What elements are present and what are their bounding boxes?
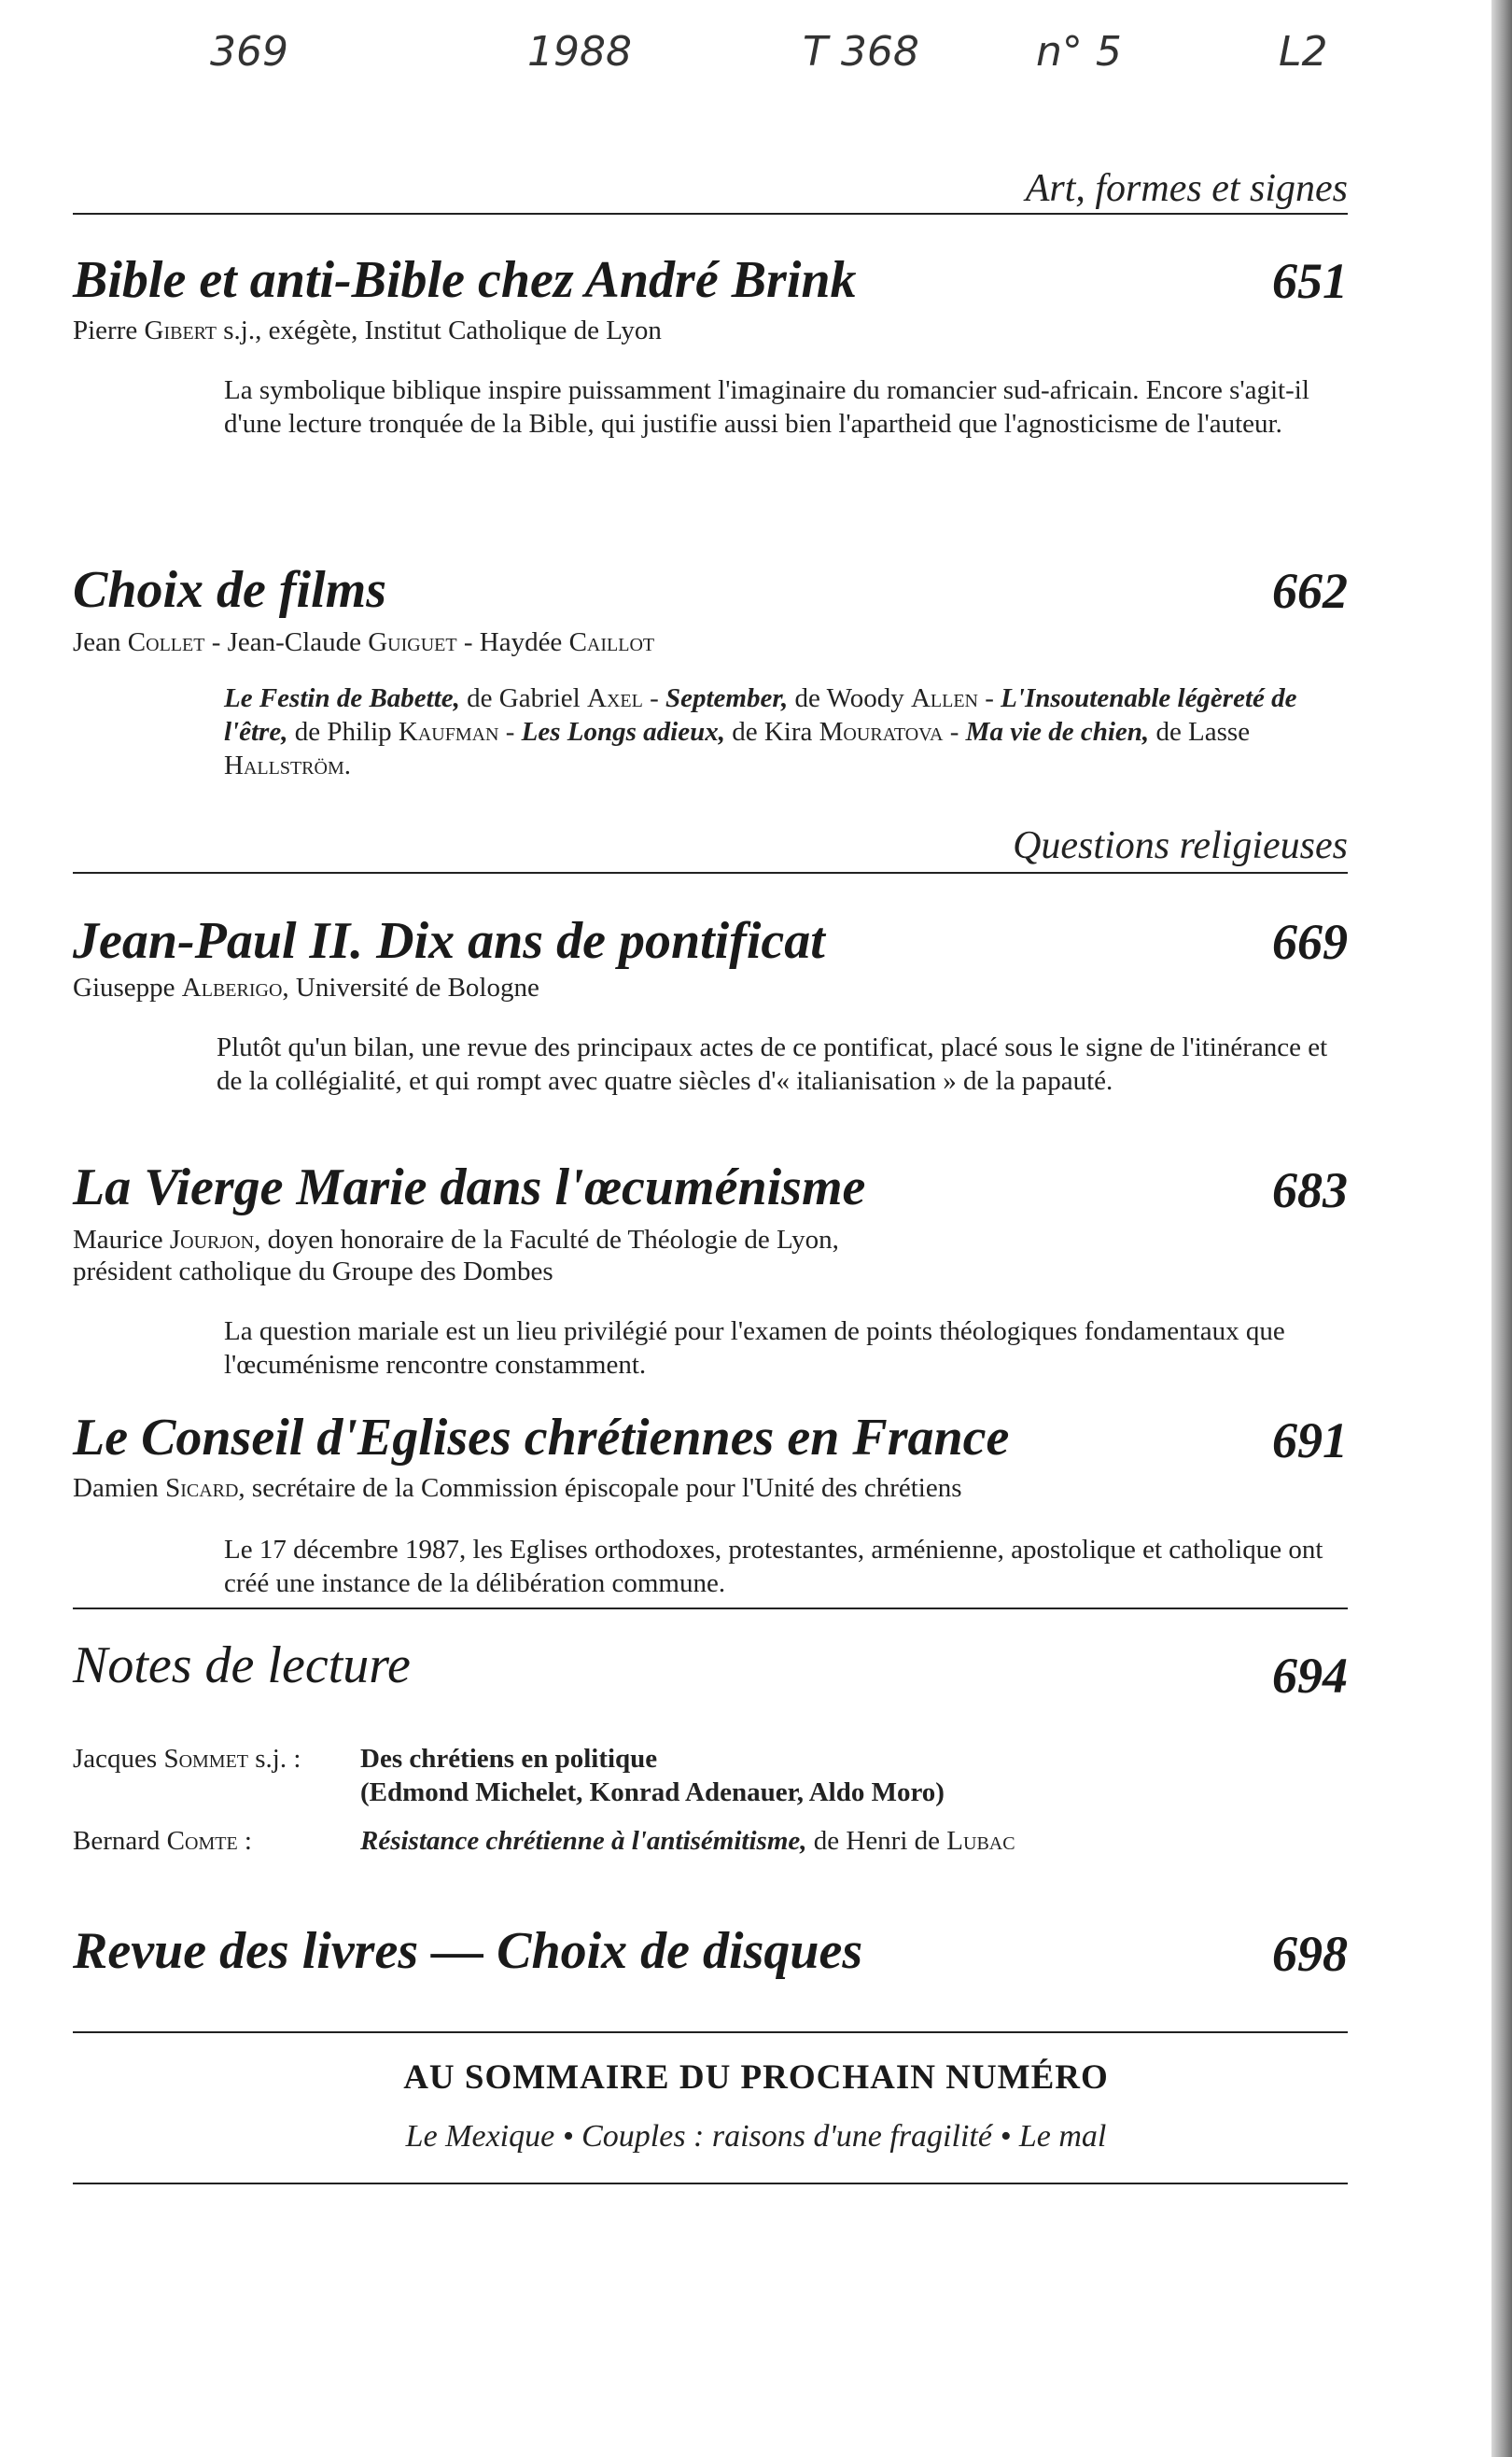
handwritten-note-4: n° 5 xyxy=(1036,28,1122,76)
article-title[interactable]: Jean-Paul II. Dix ans de pontificat xyxy=(73,912,825,970)
next-issue-rule-bottom xyxy=(73,2183,1348,2184)
section-heading-religion: Questions religieuses xyxy=(1013,824,1348,867)
article-page-number[interactable]: 669 xyxy=(1272,914,1348,970)
film-list: Le Festin de Babette, de Gabriel Axel - September, de Woody Allen - L'Insoutenable légèreté de l'être, de Philip Kaufman - Les Longs adieux, de Kira Mouratova - Ma vie de chien, de Lasse Hallström. xyxy=(224,683,1297,780)
article-page-number[interactable]: 662 xyxy=(1272,563,1348,619)
article-page-number[interactable]: 683 xyxy=(1272,1162,1348,1218)
next-issue-topics: Le Mexique • Couples : raisons d'une fragilité • Le mal xyxy=(405,2119,1107,2154)
article-title[interactable]: Choix de films xyxy=(73,561,387,619)
handwritten-note-3: T 368 xyxy=(803,28,919,76)
notes-page-number[interactable]: 694 xyxy=(1272,1648,1348,1704)
article-author: Giuseppe Alberigo, Université de Bologne xyxy=(73,973,539,1003)
section-heading-art: Art, formes et signes xyxy=(1025,167,1348,210)
next-issue-rule-top xyxy=(73,2031,1348,2033)
note-work-title: Des chrétiens en politique xyxy=(360,1744,658,1774)
article-abstract: La symbolique biblique inspire puissamment l'imaginaire du romancier sud-africain. Encore s'agit-il d'une lecture tronquée de la Bible, qui justifie aussi bien l'apartheid que l'agnosticisme de l'auteur. xyxy=(224,375,1309,439)
article-abstract: La question mariale est un lieu privilégié pour l'examen de points théologiques fondamentaux que l'œcuménisme rencontre constamment. xyxy=(224,1316,1285,1380)
handwritten-note-2: 1988 xyxy=(527,28,632,76)
article-author-affiliation: président catholique du Groupe des Dombes xyxy=(73,1257,553,1286)
next-issue-heading: AU SOMMAIRE DU PROCHAIN NUMÉRO xyxy=(403,2058,1109,2097)
article-abstract: Le 17 décembre 1987, les Eglises orthodoxes, protestantes, arménienne, apostolique et catholique ont créé une instance de la délibération commune. xyxy=(224,1535,1323,1598)
note-work-subtitle: (Edmond Michelet, Konrad Adenauer, Aldo Moro) xyxy=(360,1777,945,1807)
reviews-title[interactable]: Revue des livres — Choix de disques xyxy=(73,1922,863,1980)
notes-title[interactable]: Notes de lecture xyxy=(73,1636,411,1694)
article-abstract: Plutôt qu'un bilan, une revue des principaux actes de ce pontificat, placé sous le signe de l'itinérance et de la collégialité, et qui rompt avec quatre siècles d'« italianisation » de la papauté. xyxy=(217,1032,1328,1096)
article-page-number[interactable]: 651 xyxy=(1272,253,1348,309)
section-rule-notes xyxy=(73,1608,1348,1609)
article-authors: Jean Collet - Jean-Claude Guiguet - Haydée Caillot xyxy=(73,627,655,657)
article-author: Damien Sicard, secrétaire de la Commission épiscopale pour l'Unité des chrétiens xyxy=(73,1473,962,1503)
article-title[interactable]: Bible et anti-Bible chez André Brink xyxy=(73,251,857,309)
article-title[interactable]: Le Conseil d'Eglises chrétiennes en France xyxy=(73,1409,1010,1467)
article-author: Maurice Jourjon, doyen honoraire de la Faculté de Théologie de Lyon, xyxy=(73,1225,839,1255)
note-reviewer: Jacques Sommet s.j. : xyxy=(73,1744,301,1774)
note-reviewer: Bernard Comte : xyxy=(73,1826,252,1856)
reviews-page-number[interactable]: 698 xyxy=(1272,1926,1348,1982)
article-author: Pierre Gibert s.j., exégète, Institut Catholique de Lyon xyxy=(73,316,662,345)
section-rule-religion xyxy=(73,872,1348,874)
note-work-title: Résistance chrétienne à l'antisémitisme, de Henri de Lubac xyxy=(360,1826,1015,1856)
section-rule-art xyxy=(73,213,1348,215)
article-title[interactable]: La Vierge Marie dans l'œcuménisme xyxy=(73,1158,866,1216)
handwritten-note-5: L2 xyxy=(1279,28,1328,76)
handwritten-note-1: 369 xyxy=(210,28,288,76)
article-page-number[interactable]: 691 xyxy=(1272,1412,1348,1468)
